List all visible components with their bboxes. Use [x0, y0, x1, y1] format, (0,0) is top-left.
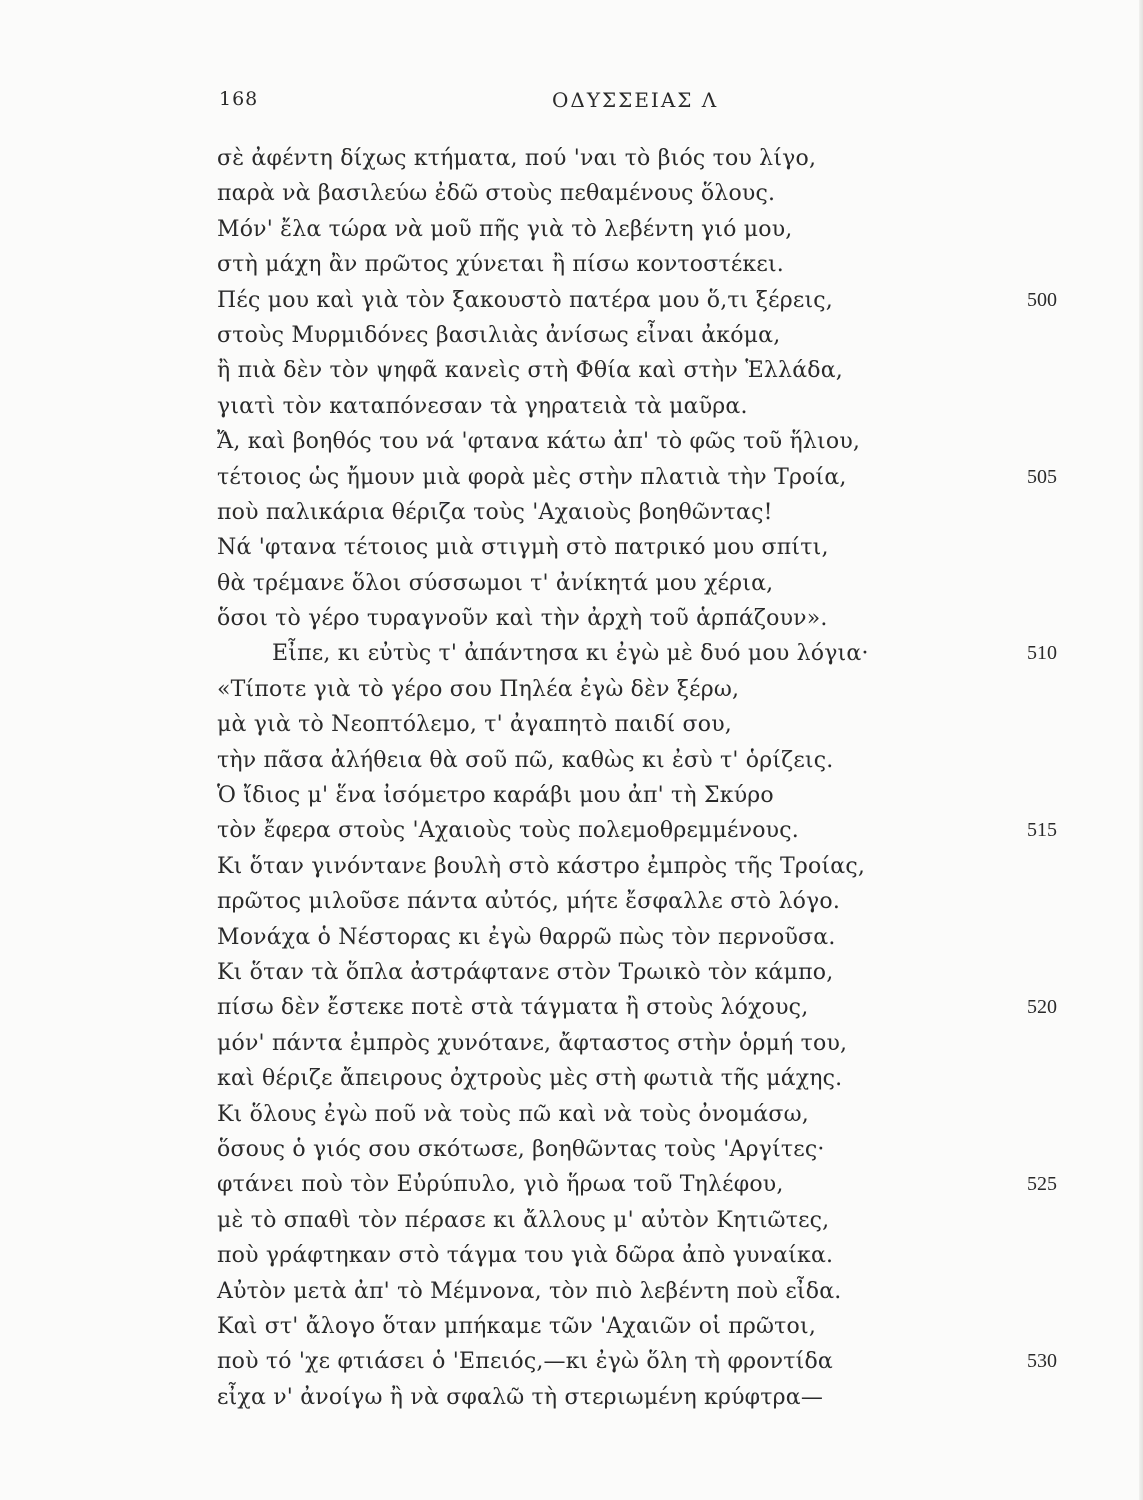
verse-line-text: ποὺ τό 'χε φτιάσει ὁ 'Επειός,—κι ἐγὼ ὅλη τὴ φροντίδα [217, 1349, 833, 1375]
verse-line-text: Νά 'φτανα τέτοιος μιὰ στιγμὴ στὸ πατρικό μου σπίτι, [217, 535, 829, 561]
verse-line [0, 1380, 1143, 1415]
verse-line-text: τὸν ἔφερα στοὺς 'Αχαιοὺς τοὺς πολεμοθρεμμένους. [217, 818, 799, 844]
verse-line [0, 389, 1143, 424]
verse-line-text: Κι ὅταν τὰ ὅπλα ἀστράφτανε στὸν Τρωικὸ τὸν κάμπο, [217, 959, 834, 985]
verse-line-text: στοὺς Μυρμιδόνες βασιλιὰς ἀνίσως εἶναι ἀκόμα, [217, 322, 781, 348]
line-number: 530 [1027, 1350, 1057, 1373]
verse-line-text: φτάνει ποὺ τὸν Εὐρύπυλο, γιὸ ἥρωα τοῦ Τηλέφου, [217, 1172, 784, 1198]
line-number: 520 [1027, 996, 1057, 1019]
verse-line-text: «Τίποτε γιὰ τὸ γέρο σου Πηλέα ἐγὼ δὲν ξέρω, [217, 676, 740, 702]
verse-line-text: Αὐτὸν μετὰ ἀπ' τὸ Μέμνονα, τὸν πιὸ λεβέντη ποὺ εἶδα. [217, 1278, 842, 1304]
verse-line [0, 283, 1143, 318]
verse-line [0, 1238, 1143, 1273]
verse-line-text: εἶχα ν' ἀνοίγω ἢ νὰ σφαλῶ τὴ στεριωμένη κρύφτρα— [217, 1384, 824, 1410]
verse-line [0, 530, 1143, 565]
verse-line [0, 1203, 1143, 1238]
verse-line [0, 1274, 1143, 1309]
verse-line-text: παρὰ νὰ βασιλεύω ἐδῶ στοὺς πεθαμένους ὅλους. [217, 181, 776, 207]
verse-line-text: τὴν πᾶσα ἀλήθεια θὰ σοῦ πῶ, καθὼς κι ἐσὺ τ' ὁρίζεις. [217, 747, 834, 773]
verse-line [0, 141, 1143, 176]
verse-line [0, 212, 1143, 247]
verse-line-text: μόν' πάντα ἐμπρὸς χυνότανε, ἄφταστος στὴν ὁρμή του, [217, 1030, 848, 1056]
verse-line [0, 601, 1143, 636]
verse-line-text: Καὶ στ' ἄλογο ὅταν μπήκαμε τῶν 'Αχαιῶν οἱ πρῶτοι, [217, 1313, 817, 1339]
verse-line [0, 495, 1143, 530]
verse-line [0, 955, 1143, 990]
verse-line [0, 1344, 1143, 1379]
page-number: 168 [219, 88, 259, 110]
verse-line [0, 460, 1143, 495]
page-header [0, 88, 1143, 118]
verse-line-text: Κι ὅλους ἐγὼ ποῦ νὰ τοὺς πῶ καὶ νὰ τοὺς ὀνομάσω, [217, 1101, 809, 1127]
verse-line-text: ὅσους ὁ γιός σου σκότωσε, βοηθῶντας τοὺς 'Αργίτες· [217, 1136, 825, 1162]
verse-line [0, 566, 1143, 601]
verse-text-block [0, 141, 1143, 1415]
verse-line-text: στὴ μάχη ἂν πρῶτος χύνεται ἢ πίσω κοντοστέκει. [217, 252, 784, 278]
verse-line-text: καὶ θέριζε ἄπειρους ὀχτροὺς μὲς στὴ φωτιὰ τῆς μάχης. [217, 1066, 843, 1092]
verse-line [0, 990, 1143, 1025]
verse-line [0, 1026, 1143, 1061]
line-number: 505 [1027, 465, 1057, 488]
line-number: 500 [1027, 288, 1057, 311]
verse-line-text: ποὺ παλικάρια θέριζα τοὺς 'Αχαιοὺς βοηθῶντας! [217, 499, 773, 525]
verse-line-text: μὲ τὸ σπαθὶ τὸν πέρασε κι ἄλλους μ' αὐτὸν Κητιῶτες, [217, 1207, 830, 1233]
verse-line-text: Μονάχα ὁ Νέστορας κι ἐγὼ θαρρῶ πὼς τὸν περνοῦσα. [217, 924, 836, 950]
verse-line [0, 813, 1143, 848]
line-number: 525 [1027, 1173, 1057, 1196]
verse-line [0, 707, 1143, 742]
verse-line-text: πίσω δὲν ἔστεκε ποτὲ στὰ τάγματα ἢ στοὺς λόχους, [217, 995, 809, 1021]
verse-line [0, 849, 1143, 884]
verse-line [0, 424, 1143, 459]
verse-line [0, 247, 1143, 282]
verse-line-text: τέτοιος ὡς ἤμουν μιὰ φορὰ μὲς στὴν πλατιὰ τὴν Τροία, [217, 464, 847, 490]
verse-line-text: Εἶπε, κι εὐτὺς τ' ἀπάντησα κι ἐγὼ μὲ δυό μου λόγια· [272, 641, 869, 667]
line-number: 515 [1027, 819, 1057, 842]
verse-line [0, 1309, 1143, 1344]
verse-line [0, 636, 1143, 671]
verse-line [0, 1097, 1143, 1132]
verse-line-text: Πές μου καὶ γιὰ τὸν ξακουστὸ πατέρα μου ὅ,τι ξέρεις, [217, 287, 834, 313]
verse-line-text: Μόν' ἔλα τώρα νὰ μοῦ πῆς γιὰ τὸ λεβέντη γιό μου, [217, 216, 793, 242]
verse-line-text: Ἄ, καὶ βοηθός του νά 'φτανα κάτω ἀπ' τὸ φῶς τοῦ ἥλιου, [217, 429, 861, 455]
verse-line [0, 1061, 1143, 1096]
verse-line-text: ποὺ γράφτηκαν στὸ τάγμα του γιὰ δῶρα ἀπὸ γυναίκα. [217, 1243, 834, 1269]
verse-line-text: θὰ τρέμανε ὅλοι σύσσωμοι τ' ἀνίκητά μου χέρια, [217, 570, 774, 596]
verse-line-text: Κι ὅταν γινόντανε βουλὴ στὸ κάστρο ἐμπρὸς τῆς Τροίας, [217, 853, 866, 879]
verse-line [0, 743, 1143, 778]
verse-line [0, 884, 1143, 919]
verse-line-text: Ὁ ἴδιος μ' ἕνα ἰσόμετρο καράβι μου ἀπ' τὴ Σκύρο [217, 783, 774, 809]
verse-line-text: μὰ γιὰ τὸ Νεοπτόλεμο, τ' ἀγαπητὸ παιδί σου, [217, 712, 732, 738]
verse-line [0, 672, 1143, 707]
verse-line [0, 176, 1143, 211]
verse-line [0, 1167, 1143, 1202]
verse-line [0, 920, 1143, 955]
verse-line-text: ἢ πιὰ δὲν τὸν ψηφᾶ κανεὶς στὴ Φθία καὶ στὴν Ἑλλάδα, [217, 358, 843, 384]
verse-line [0, 318, 1143, 353]
verse-line [0, 1132, 1143, 1167]
running-title: ΟΔΥΣΣΕΙΑΣ Λ [552, 88, 719, 112]
verse-line-text: γιατὶ τὸν καταπόνεσαν τὰ γηρατειὰ τὰ μαῦρα. [217, 393, 748, 419]
verse-line [0, 778, 1143, 813]
verse-line [0, 353, 1143, 388]
verse-line-text: πρῶτος μιλοῦσε πάντα αὐτός, μήτε ἔσφαλλε στὸ λόγο. [217, 889, 841, 915]
verse-line-text: ὅσοι τὸ γέρο τυραγνοῦν καὶ τὴν ἀρχὴ τοῦ ἁρπάζουν». [217, 606, 828, 632]
verse-line-text: σὲ ἀφέντη δίχως κτήματα, πού 'ναι τὸ βιός του λίγο, [217, 146, 817, 171]
line-number: 510 [1027, 642, 1057, 665]
